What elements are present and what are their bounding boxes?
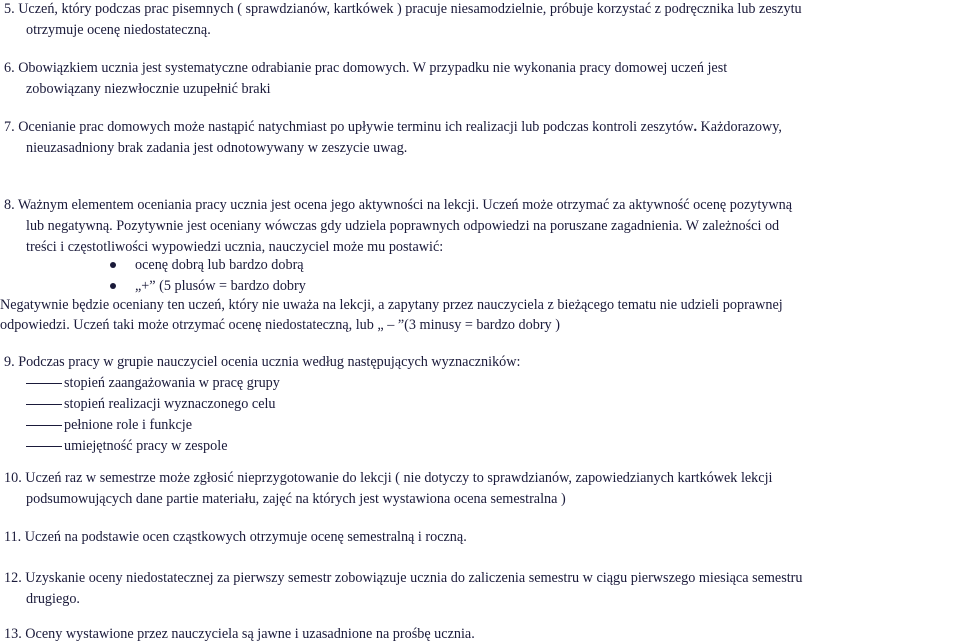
- paragraph-9-item-3: pełnione role i funkcje: [64, 417, 193, 433]
- paragraph-9-item-4: umiejętność pracy w zespole: [64, 438, 228, 454]
- paragraph-13-line-1: 13. Oceny wystawione przez nauczyciela są jawne i uzasadnione na prośbę ucznia.: [4, 626, 475, 642]
- paragraph-8-line-2: lub negatywną. Pozytywnie jest oceniany wówczas gdy udziela poprawnych odpowiedzi na poruszane zagadnienia. W zależności od: [26, 218, 780, 234]
- paragraph-10-line-2: podsumowujących dane partie materiału, zajęć na których jest wystawiona ocena semestralna ): [26, 491, 566, 507]
- paragraph-8-bullet-1: ocenę dobrą lub bardzo dobrą: [135, 257, 304, 273]
- paragraph-7-line-2: nieuzasadniony brak zadania jest odnotowywany w zeszycie uwag.: [26, 140, 408, 156]
- dash-marker: [26, 446, 62, 447]
- paragraph-7-text: 7. Ocenianie prac domowych może nastąpić natychmiast po upływie terminu ich realizacji lub podczas kontroli zeszytów: [4, 119, 694, 135]
- paragraph-5-line-1: 5. Uczeń, który podczas prac pisemnych ( sprawdzianów, kartkówek ) pracuje niesamodzielnie, próbuje korzystać z podręcznika lub zeszytu: [4, 1, 802, 17]
- bullet-dot: [110, 262, 116, 268]
- paragraph-7-bold-period: .: [693, 119, 697, 135]
- paragraph-8-line-5: odpowiedzi. Uczeń taki może otrzymać ocenę niedostateczną, lub „ – ”(3 minusy = bardzo dobry ): [0, 317, 560, 333]
- paragraph-8-line-4: Negatywnie będzie oceniany ten uczeń, który nie uważa na lekcji, a zapytany przez nauczyciela z bieżącego tematu nie udzieli poprawnej: [0, 297, 783, 313]
- dash-marker: [26, 383, 62, 384]
- paragraph-10-line-1: 10. Uczeń raz w semestrze może zgłosić nieprzygotowanie do lekcji ( nie dotyczy to sprawdzianów, zapowiedzianych kartkówek lekcji: [4, 470, 773, 486]
- bullet-dot: [110, 283, 116, 289]
- paragraph-8-bullet-2: „+” (5 plusów = bardzo dobry: [135, 278, 306, 294]
- paragraph-7-line-1: [4, 118, 782, 136]
- paragraph-9-item-1: stopień zaangażowania w pracę grupy: [64, 375, 280, 391]
- paragraph-9-line-1: 9. Podczas pracy w grupie nauczyciel ocenia ucznia według następujących wyznaczników:: [4, 354, 521, 370]
- paragraph-12-line-1: 12. Uzyskanie oceny niedostatecznej za pierwszy semestr zobowiązuje ucznia do zaliczenia semestru w ciągu pierwszego miesiąca semestru: [4, 570, 803, 586]
- dash-marker: [26, 425, 62, 426]
- dash-marker: [26, 404, 62, 405]
- paragraph-12-line-2: drugiego.: [26, 591, 80, 607]
- paragraph-6-line-1: 6. Obowiązkiem ucznia jest systematyczne odrabianie prac domowych. W przypadku nie wykonania pracy domowej uczeń jest: [4, 60, 728, 76]
- paragraph-6-line-2: zobowiązany niezwłocznie uzupełnić braki: [26, 81, 271, 97]
- paragraph-9-item-2: stopień realizacji wyznaczonego celu: [64, 396, 276, 412]
- paragraph-8-line-3: treści i częstotliwości wypowiedzi ucznia, nauczyciel może mu postawić:: [26, 239, 444, 255]
- paragraph-8-line-1: 8. Ważnym elementem oceniania pracy ucznia jest ocena jego aktywności na lekcji. Uczeń może otrzymać za aktywność ocenę pozytywną: [4, 197, 793, 213]
- paragraph-7-text-rest: Każdorazowy,: [697, 119, 782, 135]
- paragraph-5-line-2: otrzymuje ocenę niedostateczną.: [26, 22, 211, 38]
- paragraph-11-line-1: 11. Uczeń na podstawie ocen cząstkowych otrzymuje ocenę semestralną i roczną.: [4, 529, 467, 545]
